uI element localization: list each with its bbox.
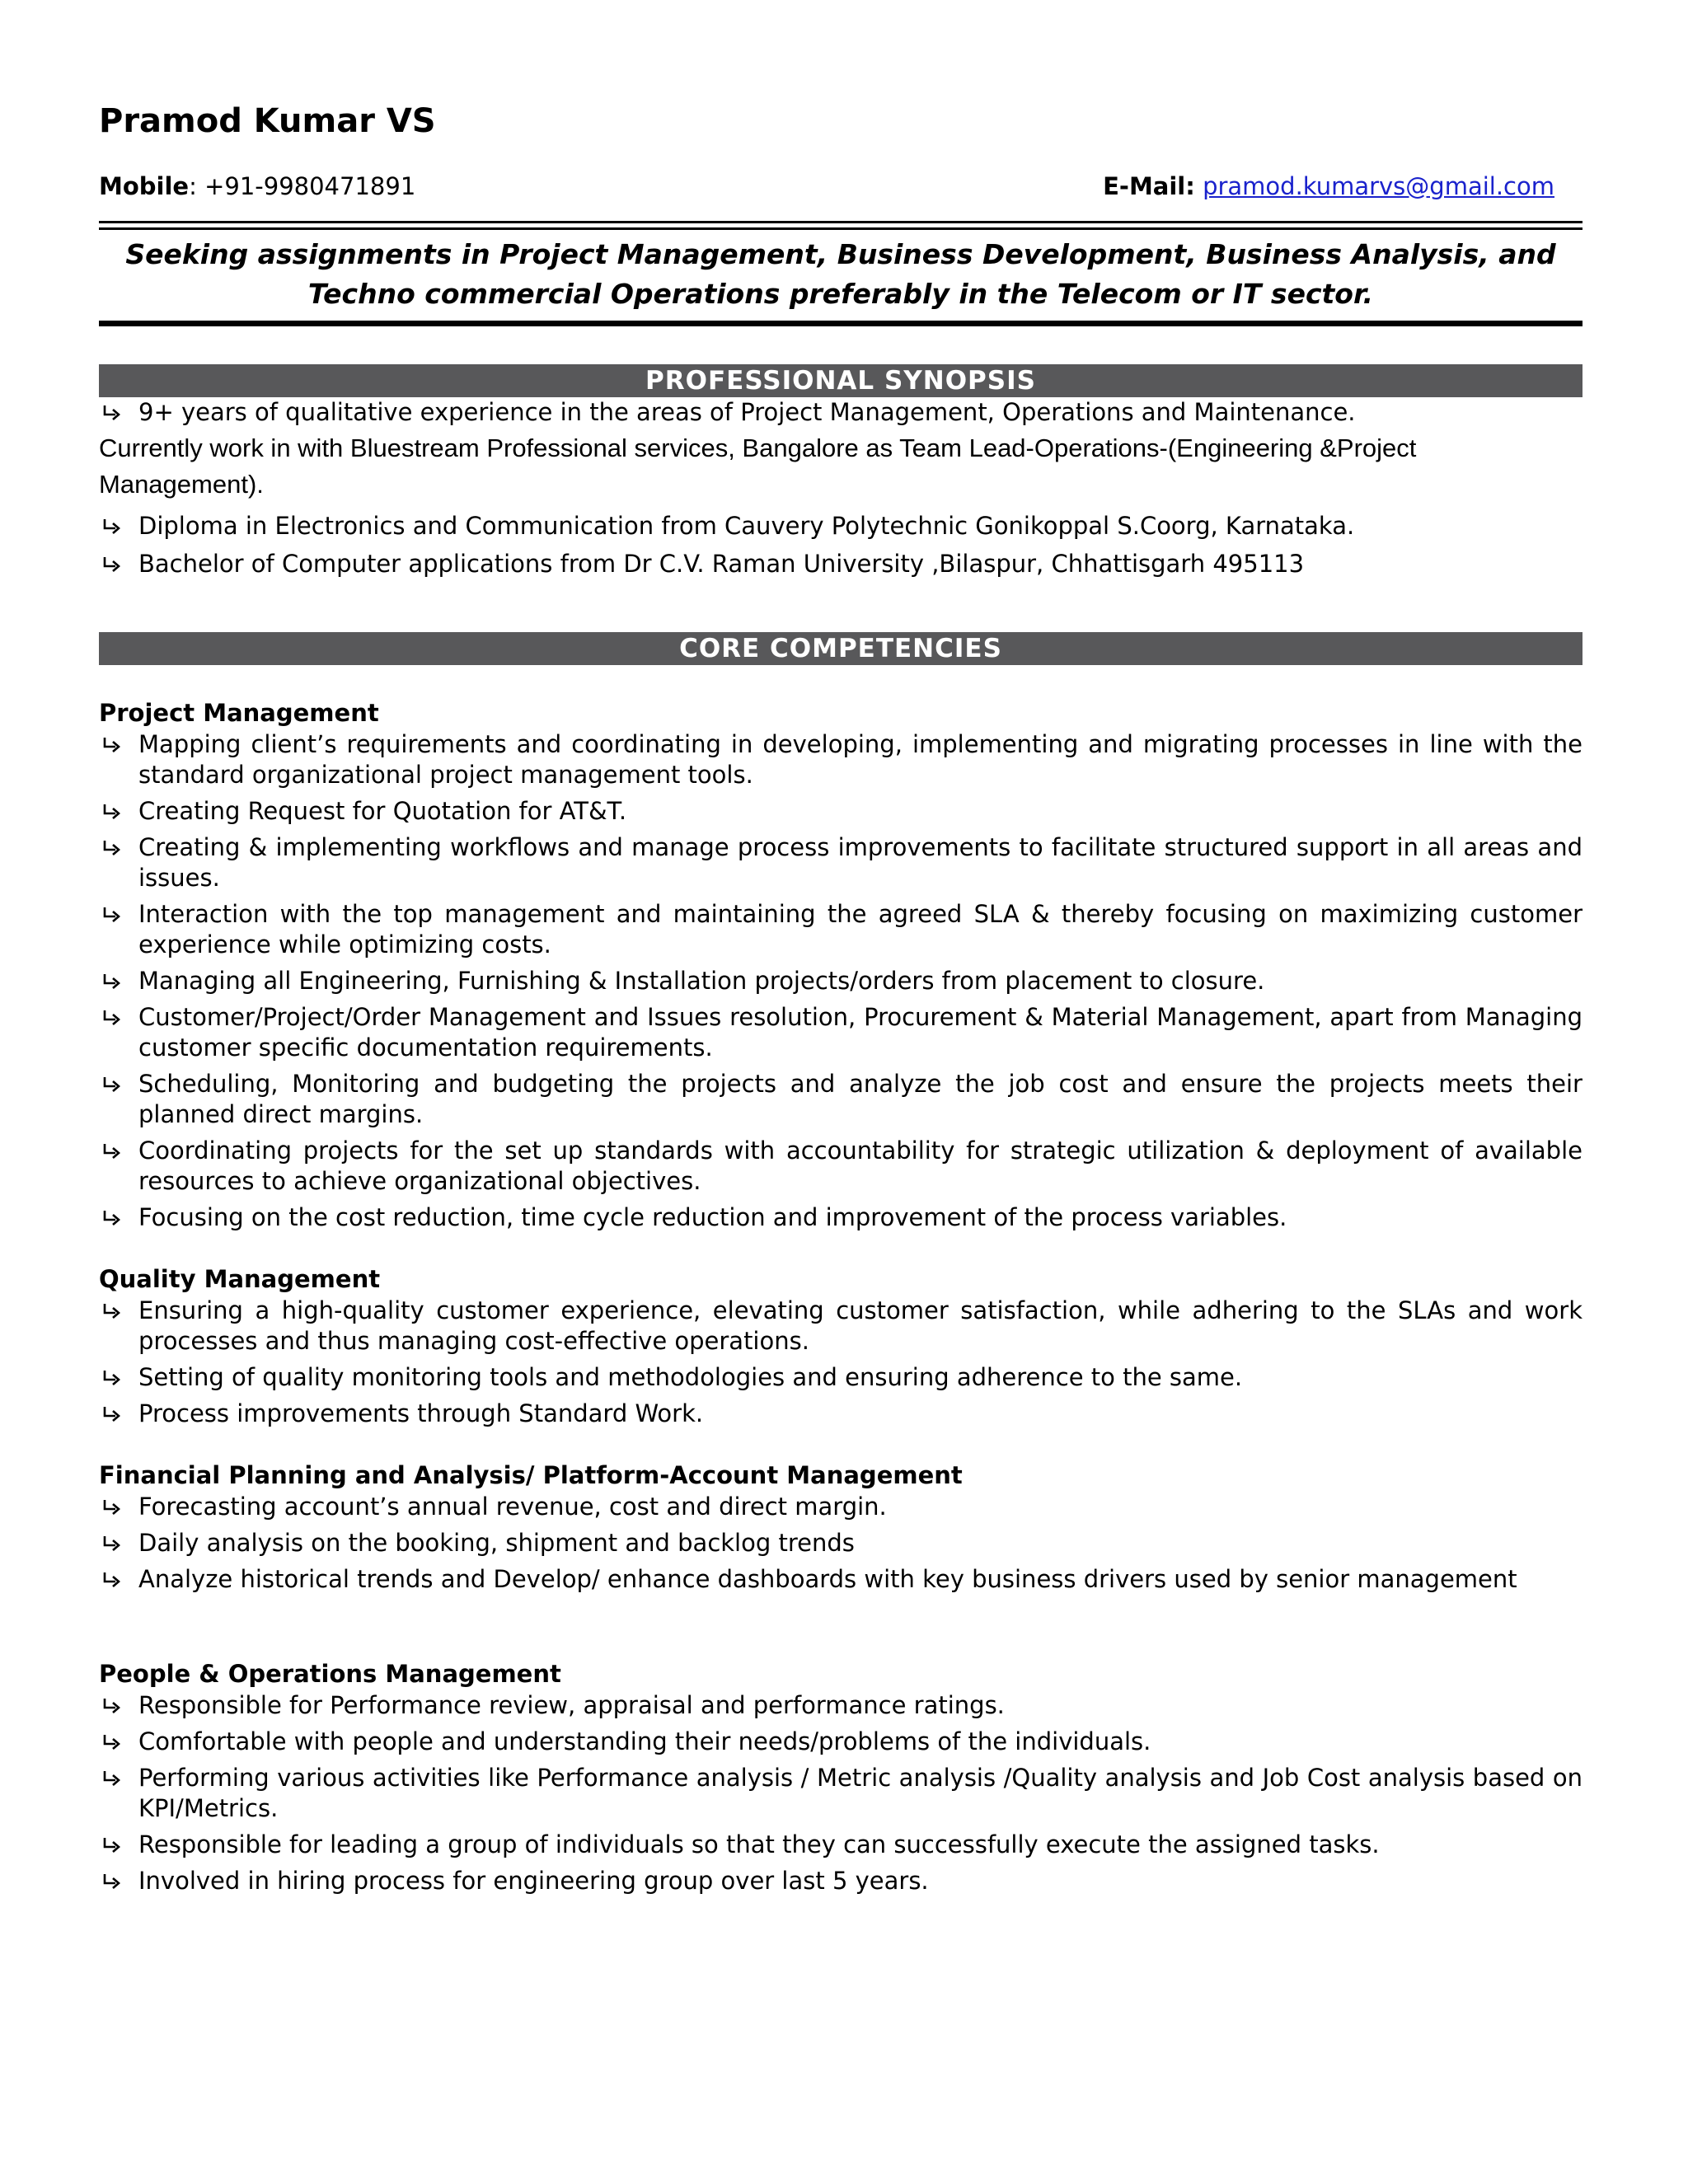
list-item xyxy=(99,511,1582,541)
list-item xyxy=(99,1296,1582,1357)
arrow-bullet-icon xyxy=(101,1210,122,1228)
arrow-bullet-icon xyxy=(101,1837,122,1855)
email-link[interactable]: pramod.kumarvs@gmail.com xyxy=(1203,172,1554,200)
list-item-text: Forecasting account’s annual revenue, cost and direct margin. xyxy=(138,1493,887,1521)
arrow-bullet-icon xyxy=(101,1076,122,1094)
list-item xyxy=(99,1528,1582,1558)
list-item-text: Scheduling, Monitoring and budgeting the projects and analyze the job cost and ensure the projects meets their planned direct margins. xyxy=(138,1070,1582,1128)
list-item xyxy=(99,549,1582,579)
list-item-text: Ensuring a high-quality customer experience, elevating customer satisfaction, while adhering to the SLAs and work processes and thus managing cost-effective operations. xyxy=(138,1296,1582,1355)
section-title-synopsis: PROFESSIONAL SYNOPSIS xyxy=(99,364,1582,397)
arrow-bullet-icon xyxy=(101,1734,122,1752)
competency-heading: People & Operations Management xyxy=(99,1660,561,1688)
mobile-label: Mobile xyxy=(99,172,190,200)
arrow-bullet-icon xyxy=(101,907,122,925)
list-item xyxy=(99,1202,1582,1233)
arrow-bullet-icon xyxy=(101,1370,122,1388)
mobile-block xyxy=(99,170,415,203)
list-item-text: Setting of quality monitoring tools and methodologies and ensuring adherence to the same. xyxy=(138,1363,1243,1391)
list-item-text: Diploma in Electronics and Communication from Cauvery Polytechnic Gonikoppal S.Coorg, Karnataka. xyxy=(138,512,1355,540)
arrow-bullet-icon xyxy=(101,737,122,755)
list-item-text: Focusing on the cost reduction, time cycle reduction and improvement of the process variables. xyxy=(138,1203,1287,1231)
mobile-value: +91-9980471891 xyxy=(204,172,416,200)
list-item xyxy=(99,1727,1582,1757)
arrow-bullet-icon xyxy=(101,1303,122,1321)
arrow-bullet-icon xyxy=(101,405,122,423)
candidate-name: Pramod Kumar VS xyxy=(99,102,436,140)
competency-heading: Quality Management xyxy=(99,1265,381,1293)
list-item-text: Interaction with the top management and maintaining the agreed SLA & thereby focusing on maximizing customer experience while optimizing costs. xyxy=(138,900,1582,958)
list-item-text: Creating & implementing workflows and manage process improvements to facilitate structured support in all areas and issues. xyxy=(138,833,1582,892)
list-item xyxy=(99,729,1582,790)
list-item xyxy=(99,1362,1582,1393)
list-item xyxy=(99,1492,1582,1522)
competency-groups xyxy=(99,696,1582,1896)
list-item-text: Bachelor of Computer applications from Dr C.V. Raman University ,Bilaspur, Chhattisgarh 495113 xyxy=(138,550,1305,578)
synopsis-list-education xyxy=(99,511,1582,579)
arrow-bullet-icon xyxy=(101,1698,122,1716)
list-item xyxy=(99,1399,1582,1429)
list-item xyxy=(99,1763,1582,1824)
list-item-text: Involved in hiring process for engineering group over last 5 years. xyxy=(138,1867,929,1895)
arrow-bullet-icon xyxy=(101,518,122,537)
arrow-bullet-icon xyxy=(101,1010,122,1028)
list-item-text: Daily analysis on the booking, shipment and backlog trends xyxy=(138,1529,855,1557)
competency-list xyxy=(99,1690,1582,1896)
list-item-text: Analyze historical trends and Develop/ enhance dashboards with key business drivers used by senior management xyxy=(138,1565,1517,1593)
list-item xyxy=(99,899,1582,960)
list-item-text: Managing all Engineering, Furnishing & Installation projects/orders from placement to closure. xyxy=(138,967,1265,995)
list-item xyxy=(99,1069,1582,1130)
email-label: E-Mail: xyxy=(1103,172,1195,200)
list-item-text: Process improvements through Standard Work. xyxy=(138,1399,704,1427)
arrow-bullet-icon xyxy=(101,556,122,574)
competency-heading: Project Management xyxy=(99,699,379,727)
competency-list xyxy=(99,1492,1582,1595)
list-item-text: Mapping client’s requirements and coordinating in developing, implementing and migrating processes in line with the standard organizational project management tools. xyxy=(138,730,1582,789)
list-item xyxy=(99,1830,1582,1860)
list-item xyxy=(99,1564,1582,1595)
list-item-text: Responsible for Performance review, appraisal and performance ratings. xyxy=(138,1691,1005,1719)
double-rule-divider xyxy=(99,221,1582,230)
arrow-bullet-icon xyxy=(101,1499,122,1517)
section-title-core-competencies: CORE COMPETENCIES xyxy=(99,632,1582,665)
mobile-separator: : xyxy=(189,172,205,200)
arrow-bullet-icon xyxy=(101,840,122,858)
competency-list xyxy=(99,729,1582,1233)
contact-row xyxy=(99,170,1582,203)
thick-rule-divider xyxy=(99,321,1582,326)
arrow-bullet-icon xyxy=(101,1535,122,1554)
arrow-bullet-icon xyxy=(101,804,122,822)
list-item-text: Customer/Project/Order Management and Issues resolution, Procurement & Material Management, apart from Managing customer specific documentation requirements. xyxy=(138,1003,1582,1062)
list-item xyxy=(99,1866,1582,1896)
list-item xyxy=(99,1136,1582,1197)
list-item xyxy=(99,1690,1582,1721)
arrow-bullet-icon xyxy=(101,1873,122,1891)
list-item xyxy=(99,796,1582,827)
list-item xyxy=(99,832,1582,893)
list-item-text: Coordinating projects for the set up standards with accountability for strategic utilization & deployment of available resources to achieve organizational objectives. xyxy=(138,1137,1582,1195)
email-block xyxy=(1103,170,1554,203)
competency-list xyxy=(99,1296,1582,1429)
list-item-text: Creating Request for Quotation for AT&T. xyxy=(138,797,627,825)
arrow-bullet-icon xyxy=(101,1770,122,1788)
objective-statement: Seeking assignments in Project Management, Business Development, Business Analysis, and Techno commercial Operations preferably in the Telecom or IT sector. xyxy=(125,238,1556,310)
list-item-text: Responsible for leading a group of individuals so that they can successfully execute the assigned tasks. xyxy=(138,1830,1380,1858)
list-item-text: 9+ years of qualitative experience in the areas of Project Management, Operations and Maintenance. xyxy=(138,398,1356,426)
list-item xyxy=(99,397,1582,428)
synopsis-current-role: Currently work in with Bluestream Professional services, Bangalore as Team Lead-Operations-(Engineering &Project Management). xyxy=(99,434,1417,499)
arrow-bullet-icon xyxy=(101,1143,122,1161)
synopsis-list xyxy=(99,397,1582,428)
arrow-bullet-icon xyxy=(101,1572,122,1590)
list-item xyxy=(99,966,1582,996)
arrow-bullet-icon xyxy=(101,973,122,991)
list-item-text: Comfortable with people and understanding their needs/problems of the individuals. xyxy=(138,1727,1151,1755)
list-item-text: Performing various activities like Performance analysis / Metric analysis /Quality analysis and Job Cost analysis based on KPI/Metrics. xyxy=(138,1764,1582,1822)
arrow-bullet-icon xyxy=(101,1406,122,1424)
list-item xyxy=(99,1002,1582,1063)
competency-heading: Financial Planning and Analysis/ Platform-Account Management xyxy=(99,1461,963,1489)
